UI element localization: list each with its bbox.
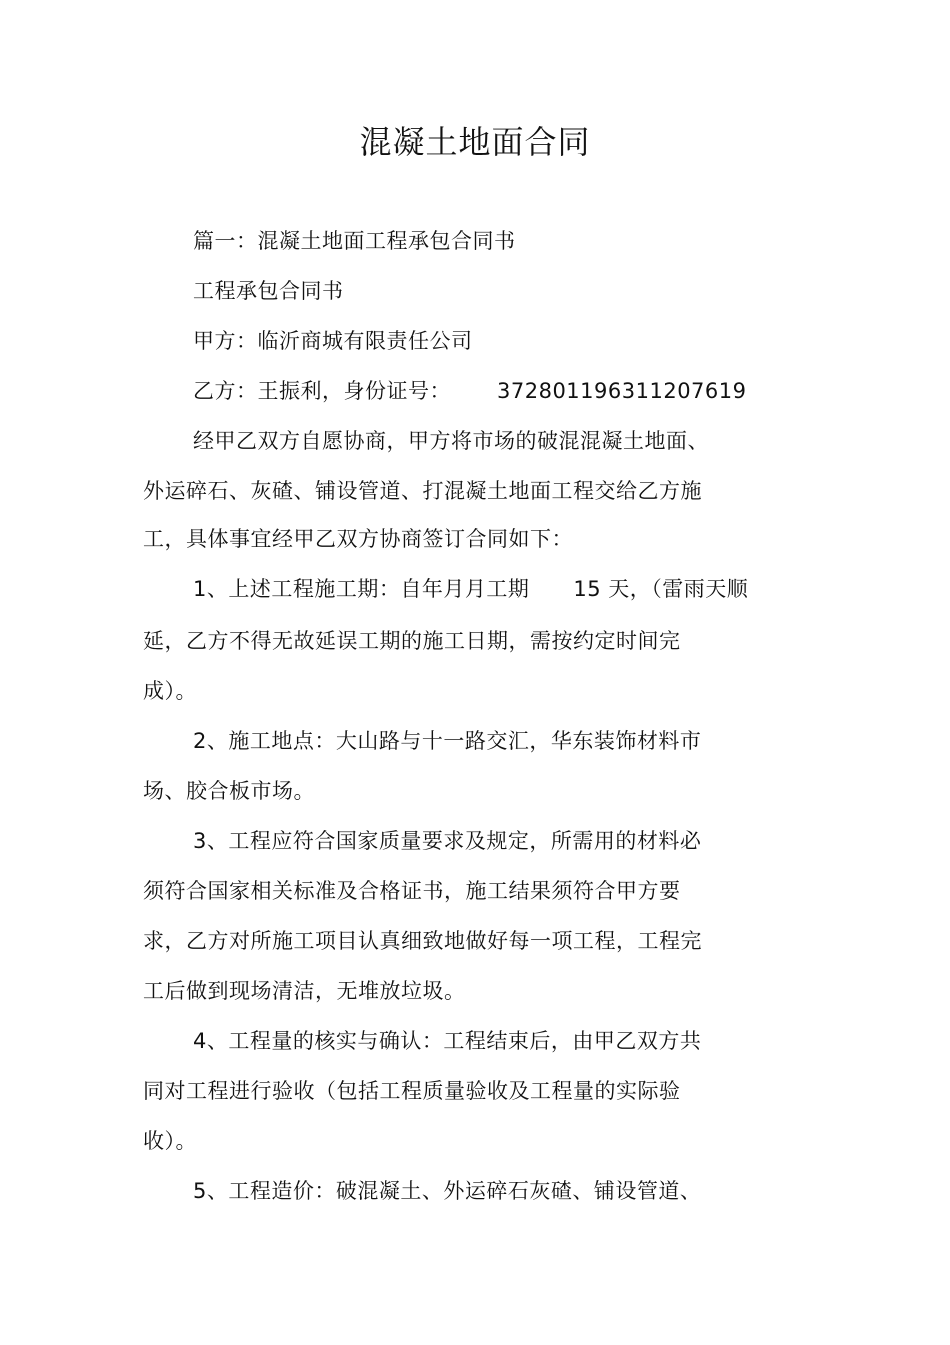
- clause-2-line: 场、胶合板市场。: [143, 779, 315, 803]
- party-a: 甲方：临沂商城有限责任公司: [193, 329, 473, 353]
- clause-2-line: 2、施工地点：大山路与十一路交汇，华东装饰材料市: [193, 729, 702, 753]
- paragraph-line: 工，具体事宜经甲乙双方协商签订合同如下：: [143, 527, 573, 551]
- clause-4-line: 收）。: [143, 1129, 197, 1153]
- paragraph-line: 经甲乙双方自愿协商，甲方将市场的破混混凝土地面、: [193, 429, 709, 453]
- section-heading: 篇一：混凝土地面工程承包合同书: [193, 229, 516, 253]
- clause-3-line: 求，乙方对所施工项目认真细致地做好每一项工程，工程完: [143, 929, 702, 953]
- party-b: [193, 376, 747, 406]
- party-b-id-number: 372801196311207619: [497, 379, 747, 403]
- contract-subtitle: 工程承包合同书: [193, 279, 344, 303]
- clause-1-part: 1、上述工程施工期：自年月月工期: [193, 577, 530, 601]
- clause-4-line: 4、工程量的核实与确认：工程结束后，由甲乙双方共: [193, 1029, 702, 1053]
- clause-3-line: 工后做到现场清洁，无堆放垃圾。: [143, 979, 466, 1003]
- clause-1-line: 成）。: [143, 679, 197, 703]
- clause-3-line: 须符合国家相关标准及合格证书，施工结果须符合甲方要: [143, 879, 681, 903]
- party-b-label: 乙方：王振利，身份证号：: [193, 379, 451, 403]
- document-title: 混凝土地面合同: [359, 123, 591, 161]
- clause-3-line: 3、工程应符合国家质量要求及规定，所需用的材料必: [193, 829, 702, 853]
- clause-5-line: 5、工程造价：破混凝土、外运碎石灰碴、铺设管道、: [193, 1179, 702, 1203]
- clause-4-line: 同对工程进行验收（包括工程质量验收及工程量的实际验: [143, 1079, 681, 1103]
- clause-1-line: 延，乙方不得无故延误工期的施工日期，需按约定时间完: [143, 629, 681, 653]
- clause-1-line: [193, 574, 748, 604]
- clause-1-duration: 15 天，（雷雨天顺: [573, 577, 749, 601]
- paragraph-line: 外运碎石、灰碴、铺设管道、打混凝土地面工程交给乙方施: [143, 479, 702, 503]
